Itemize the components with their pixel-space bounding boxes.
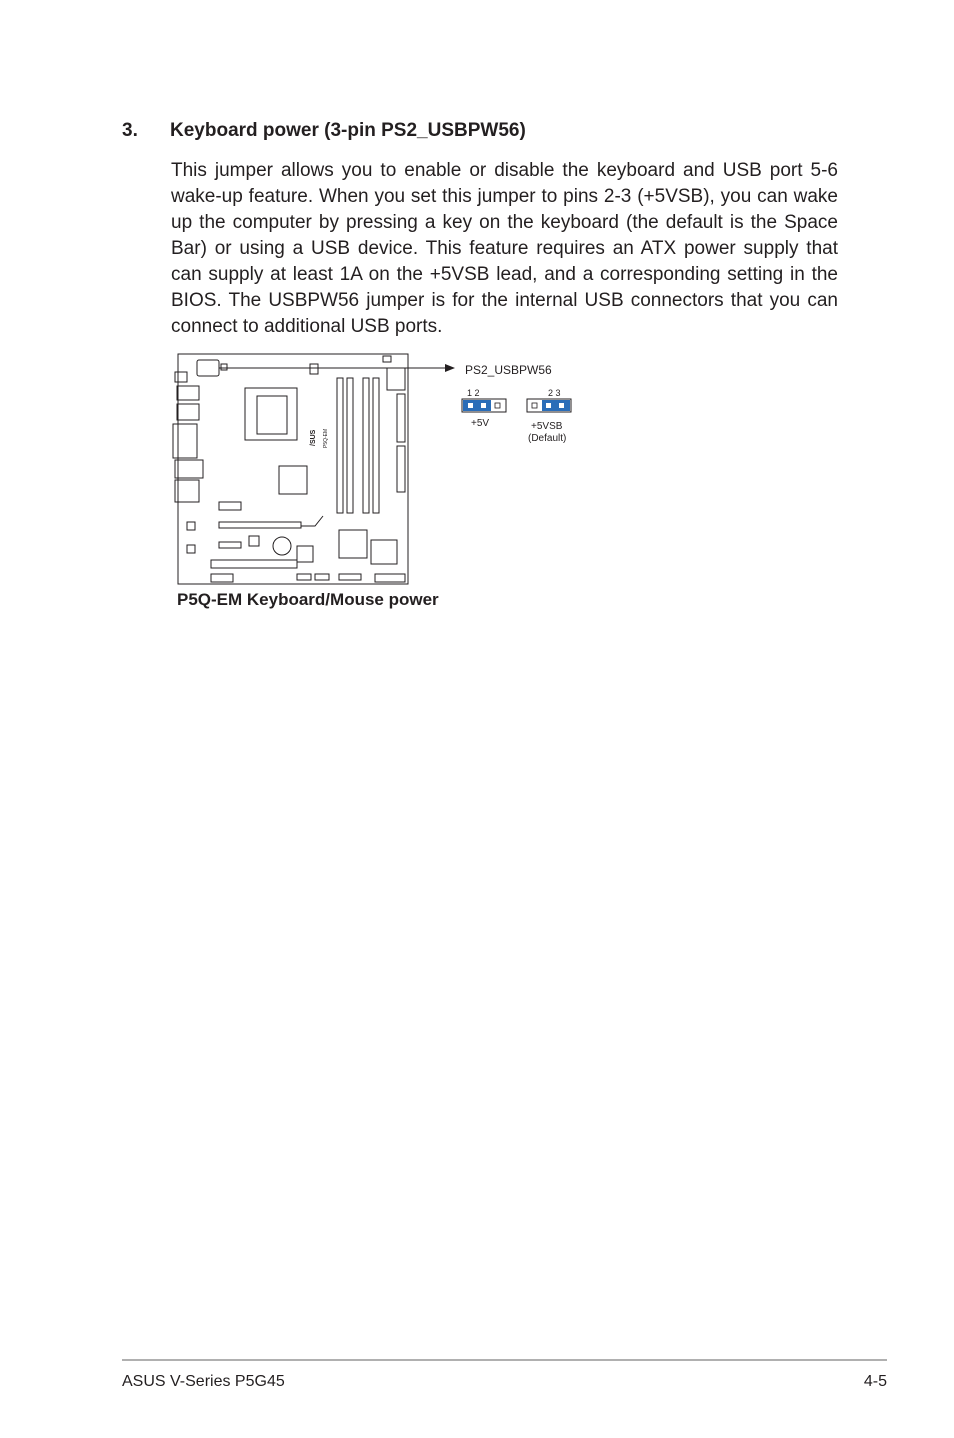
- section-number: 3.: [122, 120, 138, 141]
- section-body: This jumper allows you to enable or disable the keyboard and USB port 5-6 wake-up feature. When you set this jumper to pins 2-3 (+5VSB), you can wake up the computer by pressing a key on the keyboard (the default is the Space Bar) or using a USB device. This feature requires an ATX power supply that can supply at least 1A on the +5VSB lead, and a corresponding setting in the BIOS. The USBPW56 jumper is for the internal USB connectors that you can connect to additional USB ports.: [171, 160, 838, 337]
- jumper-left-setting: [462, 399, 506, 412]
- left-setting-label: +5V: [471, 418, 490, 429]
- footer-page-number: 4-5: [863, 1373, 887, 1390]
- right-pins-label: 2 3: [548, 388, 561, 398]
- board-brand: /SUS: [310, 429, 317, 446]
- left-pins-label: 1 2: [467, 388, 480, 398]
- motherboard-layout-svg: [165, 350, 595, 590]
- right-setting-label: +5VSB: [531, 421, 563, 432]
- section-heading: [122, 120, 526, 142]
- diagram-caption: P5Q-EM Keyboard/Mouse power: [177, 590, 439, 609]
- arrow-head-icon: [445, 364, 455, 372]
- footer-divider: [122, 1359, 887, 1361]
- motherboard-diagram: [165, 350, 595, 620]
- jumper-right-setting: [527, 399, 571, 412]
- footer-manual-title: ASUS V-Series P5G45: [122, 1373, 285, 1390]
- section-title: Keyboard power (3-pin PS2_USBPW56): [170, 120, 526, 141]
- board-model: P5Q-EM: [323, 428, 329, 448]
- jumper-name: PS2_USBPW56: [465, 363, 552, 377]
- right-setting-note: (Default): [528, 433, 567, 444]
